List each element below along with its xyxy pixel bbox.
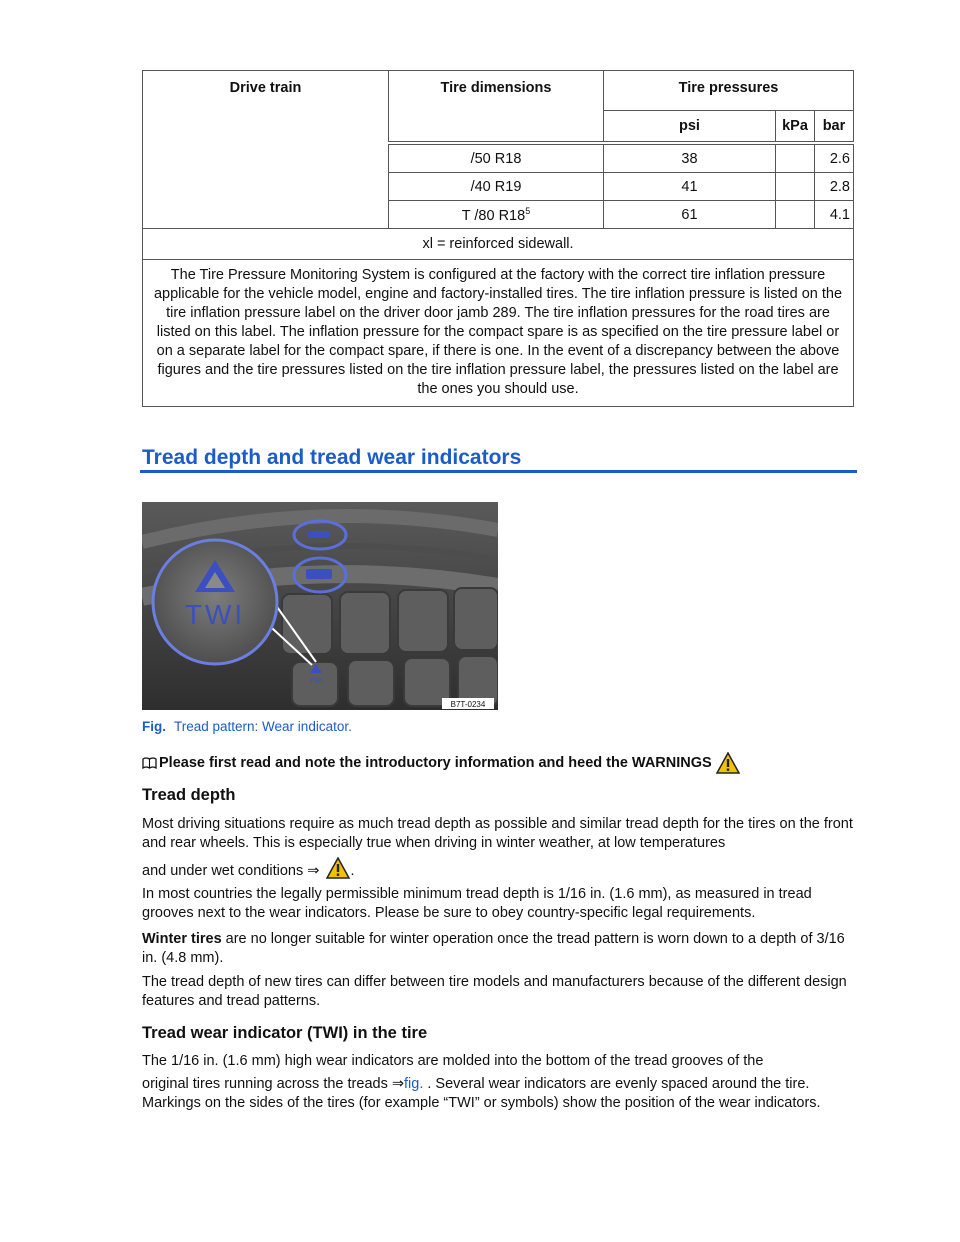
figure-prefix: Fig. <box>142 719 166 734</box>
row-bar: 4.1 <box>815 201 854 229</box>
title-divider <box>140 470 857 473</box>
intro-text: Please first read and note the introductory information and heed the WARNINGS <box>159 755 712 771</box>
tread-depth-p2: In most countries the legally permissible minimum tread depth is 1/16 in. (1.6 mm), as measured in tread grooves next to the wear indicators. Please be sure to obey country-specific legal requirements. <box>142 886 812 921</box>
tread-figure <box>142 502 498 710</box>
row-psi: 61 <box>604 201 776 229</box>
figure-caption <box>142 719 352 734</box>
tread-depth-p3: Winter tires are no longer suitable for winter operation once the tread pattern is worn down to a depth of 3/16 in. (4.8 mm). <box>142 931 845 966</box>
footnote-marker: 5 <box>525 205 531 216</box>
figure-code: B7T-0234 <box>450 700 486 709</box>
twi-p1: The 1/16 in. (1.6 mm) high wear indicators are molded into the bottom of the tread grooves of the <box>142 1053 764 1069</box>
tire-tread-illustration <box>142 502 498 710</box>
row-dimension: /40 R19 <box>389 173 604 201</box>
header-bar: bar <box>815 111 854 144</box>
header-drive-train: Drive train <box>143 71 389 229</box>
table-note: xl = reinforced sidewall. <box>143 229 854 260</box>
row-kpa <box>776 173 815 201</box>
tread-depth-p1-cont: and under wet conditions ⇒ . <box>142 857 862 881</box>
section-title: Tread depth and tread wear indicators <box>142 446 522 469</box>
row-kpa <box>776 143 815 173</box>
table-paragraph: The Tire Pressure Monitoring System is configured at the factory with the correct tire inflation pressure applicable for the vehicle model, engine and factory-installed tires. The tire inflation pressure is listed on the tire inflation pressure label on the driver door jamb 289. The tire inflation pressures for the road tires are listed on this label. The inflation pressure for the compact spare is as specified on the tire pressure label or on a separate label for the compact spare, if there is one. In the event of a discrepancy between the above figures and the tire pressures listed on the tire inflation pressure label, the pressures listed on the label are the ones you should use. <box>143 260 854 407</box>
header-tire-pressures: Tire pressures <box>604 71 854 111</box>
winter-tires-label: Winter tires <box>142 931 222 947</box>
row-psi: 38 <box>604 143 776 173</box>
intro-note <box>142 752 740 774</box>
twi-heading: Tread wear indicator (TWI) in the tire <box>142 1024 428 1042</box>
header-tire-dimensions: Tire dimensions <box>389 71 604 144</box>
tread-depth-p4: The tread depth of new tires can differ between tire models and manufacturers because of the different design features and tread patterns. <box>142 974 847 1009</box>
warning-icon[interactable] <box>326 857 350 879</box>
twi-small-label: TWI <box>309 678 323 685</box>
row-bar: 2.6 <box>815 143 854 173</box>
tire-pressure-table <box>142 70 854 407</box>
header-psi: psi <box>604 111 776 144</box>
tread-depth-heading: Tread depth <box>142 786 236 804</box>
book-icon <box>142 757 157 769</box>
figure-caption-text: Tread pattern: Wear indicator. <box>174 719 352 734</box>
row-dimension: T /80 $R18^5$ <box>389 201 604 229</box>
row-bar: 2.8 <box>815 173 854 201</box>
warning-icon[interactable] <box>716 752 740 774</box>
row-dimension: /50 R18 <box>389 143 604 173</box>
tread-depth-p1: Most driving situations require as much tread depth as possible and similar tread depth for the tires on the front and rear wheels. This is especially true when driving in winter weather, at low temperatures <box>142 816 853 851</box>
figure-link[interactable]: fig. <box>404 1076 424 1092</box>
row-psi: 41 <box>604 173 776 201</box>
twi-zoom-label: TWI <box>184 599 246 630</box>
twi-p2: original tires running across the treads ⇒fig. . Several wear indicators are evenly spaced around the tire. Markings on the sides of the tires (for example “TWI” or symbols) show the position of the wear indicators. <box>142 1076 821 1111</box>
header-kpa: kPa <box>776 111 815 144</box>
row-kpa <box>776 201 815 229</box>
